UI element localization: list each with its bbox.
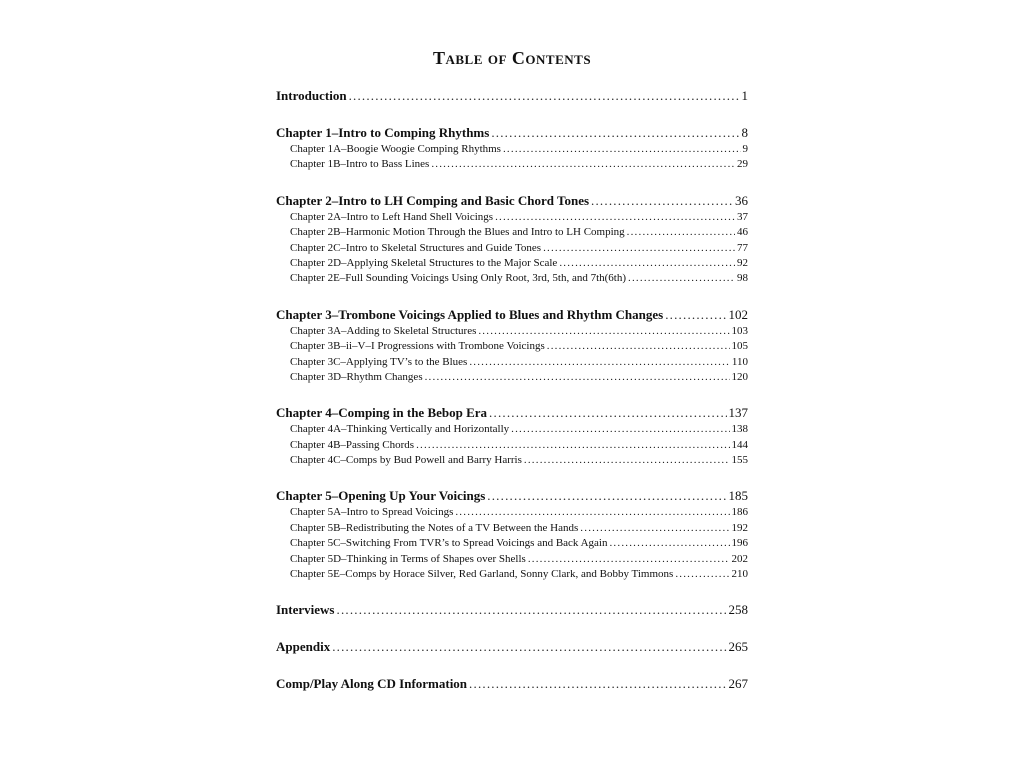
toc-subentry-page-number: 46 <box>737 226 748 239</box>
toc-subentry <box>276 339 748 354</box>
toc-subentry-label: Chapter 3C–Applying TV’s to the Blues <box>290 355 468 368</box>
toc-entry <box>276 191 748 210</box>
toc-subentry <box>276 256 748 271</box>
toc-subentry-page-number: 110 <box>731 355 748 368</box>
dot-leader <box>487 486 726 505</box>
toc-section <box>276 600 748 619</box>
toc-subentry <box>276 355 748 370</box>
toc-subentry-label: Chapter 5B–Redistributing the Notes of a TV Between the Hands <box>290 521 579 534</box>
toc-subentry-page-number: 103 <box>731 324 748 337</box>
toc-section <box>276 123 748 173</box>
toc-subentry <box>276 422 748 437</box>
toc-entry <box>276 86 748 105</box>
dot-leader <box>503 142 741 157</box>
toc-subentry <box>276 210 748 225</box>
toc-subentry-label: Chapter 2B–Harmonic Motion Through the Blues and Intro to LH Comping <box>290 226 625 239</box>
dot-leader <box>543 241 735 256</box>
toc-entry-page-number: 36 <box>735 192 748 208</box>
toc-subentry-label: Chapter 5A–Intro to Spread Voicings <box>290 506 454 519</box>
toc-section <box>276 637 748 656</box>
toc-subentry-page-number: 77 <box>737 241 748 254</box>
dot-leader <box>478 324 729 339</box>
toc-section <box>276 305 748 386</box>
toc-subentry-page-number: 105 <box>731 340 748 353</box>
toc-entry-page-number: 265 <box>728 639 748 655</box>
toc-section <box>276 86 748 105</box>
toc-entry-label: Chapter 3–Trombone Voicings Applied to Blues and Rhythm Changes <box>276 306 664 322</box>
toc-subentry <box>276 241 748 256</box>
toc-subentry-label: Chapter 1B–Intro to Bass Lines <box>290 158 430 171</box>
dot-leader <box>628 271 735 286</box>
toc-entry <box>276 305 748 324</box>
toc-subentry <box>276 271 748 286</box>
toc-entry-page-number: 8 <box>741 125 748 140</box>
toc-subentry-page-number: 155 <box>731 454 748 467</box>
toc-entry-label: Chapter 1–Intro to Comping Rhythms <box>276 125 490 140</box>
toc-subentry <box>276 157 748 172</box>
toc-entry-label: Comp/Play Along CD Information <box>276 676 468 692</box>
toc-entry <box>276 486 748 505</box>
toc-subentry-label: Chapter 4C–Comps by Bud Powell and Barry Harris <box>290 454 522 467</box>
toc-subentry-page-number: 37 <box>737 210 748 223</box>
toc-entry-page-number: 1 <box>741 88 748 103</box>
toc-subentry <box>276 453 748 468</box>
toc-section <box>276 486 748 582</box>
toc-subentry <box>276 142 748 157</box>
toc-subentry-label: Chapter 4A–Thinking Vertically and Horizontally <box>290 423 510 436</box>
dot-leader <box>609 536 729 551</box>
toc-entry-page-number: 137 <box>728 405 748 421</box>
dot-leader <box>511 422 729 437</box>
toc-entry-page-number: 185 <box>728 488 748 504</box>
dot-leader <box>455 505 729 520</box>
toc-subentry-page-number: 196 <box>731 537 748 550</box>
dot-leader <box>627 225 735 240</box>
dot-leader <box>547 339 730 354</box>
toc-subentry-label: Chapter 2D–Applying Skeletal Structures to the Major Scale <box>290 256 558 269</box>
toc-section <box>276 191 748 287</box>
toc-entry-label: Introduction <box>276 88 347 103</box>
dot-leader <box>528 552 730 567</box>
toc-subentry-page-number: 29 <box>737 158 748 171</box>
toc-subentry-label: Chapter 5E–Comps by Horace Silver, Red Garland, Sonny Clark, and Bobby Timmons <box>290 568 674 581</box>
page-title: Table of Contents <box>432 48 592 68</box>
toc-entry-label: Chapter 5–Opening Up Your Voicings <box>276 488 486 504</box>
toc-entry-label: Appendix <box>276 639 331 655</box>
dot-leader <box>425 370 730 385</box>
toc-subentry-label: Chapter 2E–Full Sounding Voicings Using Only Root, 3rd, 5th, and 7th(6th) <box>290 272 627 285</box>
toc-subentry-label: Chapter 3B–ii–V–I Progressions with Trombone Voicings <box>290 340 545 353</box>
dot-leader <box>349 86 740 105</box>
toc-subentry-page-number: 210 <box>731 568 748 581</box>
toc-subentry <box>276 505 748 520</box>
toc-subentry-label: Chapter 1A–Boogie Woogie Comping Rhythms <box>290 143 501 155</box>
toc-subentry-page-number: 202 <box>731 552 748 565</box>
toc-subentry <box>276 567 748 582</box>
toc-section <box>276 674 748 693</box>
toc-subentry-page-number: 138 <box>731 423 748 436</box>
toc-subentry <box>276 521 748 536</box>
toc-subentry-page-number: 120 <box>731 370 748 383</box>
toc-subentry <box>276 370 748 385</box>
toc-subentry <box>276 536 748 551</box>
toc-entry-label: Interviews <box>276 602 335 618</box>
toc-subentry-page-number: 192 <box>731 521 748 534</box>
toc-subentry-label: Chapter 4B–Passing Chords <box>290 438 415 451</box>
dot-leader <box>337 600 727 619</box>
toc-subentry-label: Chapter 2C–Intro to Skeletal Structures and Guide Tones <box>290 241 542 254</box>
dot-leader <box>665 305 726 324</box>
table-of-contents <box>276 86 748 711</box>
toc-subentry-label: Chapter 3D–Rhythm Changes <box>290 370 423 383</box>
dot-leader <box>469 674 726 693</box>
toc-entry-page-number: 267 <box>728 676 748 692</box>
dot-leader <box>332 637 726 656</box>
toc-subentry-page-number: 144 <box>731 438 748 451</box>
dot-leader <box>675 567 729 582</box>
toc-subentry-page-number: 98 <box>737 272 748 285</box>
dot-leader <box>495 210 735 225</box>
dot-leader <box>469 355 730 370</box>
toc-subentry-page-number: 92 <box>737 256 748 269</box>
toc-subentry <box>276 225 748 240</box>
dot-leader <box>580 521 729 536</box>
toc-section <box>276 403 748 468</box>
toc-subentry-page-number: 9 <box>742 143 748 155</box>
toc-subentry-label: Chapter 5D–Thinking in Terms of Shapes over Shells <box>290 552 526 565</box>
toc-subentry-label: Chapter 5C–Switching From TVR’s to Spread Voicings and Back Again <box>290 537 608 550</box>
toc-entry <box>276 674 748 693</box>
dot-leader <box>431 157 735 172</box>
toc-subentry <box>276 324 748 339</box>
dot-leader <box>524 453 730 468</box>
toc-subentry-label: Chapter 3A–Adding to Skeletal Structures <box>290 324 477 337</box>
dot-leader <box>416 438 729 453</box>
toc-subentry <box>276 552 748 567</box>
toc-entry-page-number: 102 <box>728 306 748 322</box>
toc-entry-label: Chapter 2–Intro to LH Comping and Basic Chord Tones <box>276 192 590 208</box>
toc-entry <box>276 123 748 142</box>
toc-subentry <box>276 438 748 453</box>
dot-leader <box>591 191 733 210</box>
toc-entry-label: Chapter 4–Comping in the Bebop Era <box>276 405 488 421</box>
toc-entry <box>276 403 748 422</box>
toc-subentry-page-number: 186 <box>731 506 748 519</box>
toc-entry-page-number: 258 <box>728 602 748 618</box>
toc-entry <box>276 637 748 656</box>
toc-entry <box>276 600 748 619</box>
toc-subentry-label: Chapter 2A–Intro to Left Hand Shell Voicings <box>290 210 494 223</box>
dot-leader <box>489 403 726 422</box>
dot-leader <box>491 123 739 142</box>
dot-leader <box>559 256 735 271</box>
